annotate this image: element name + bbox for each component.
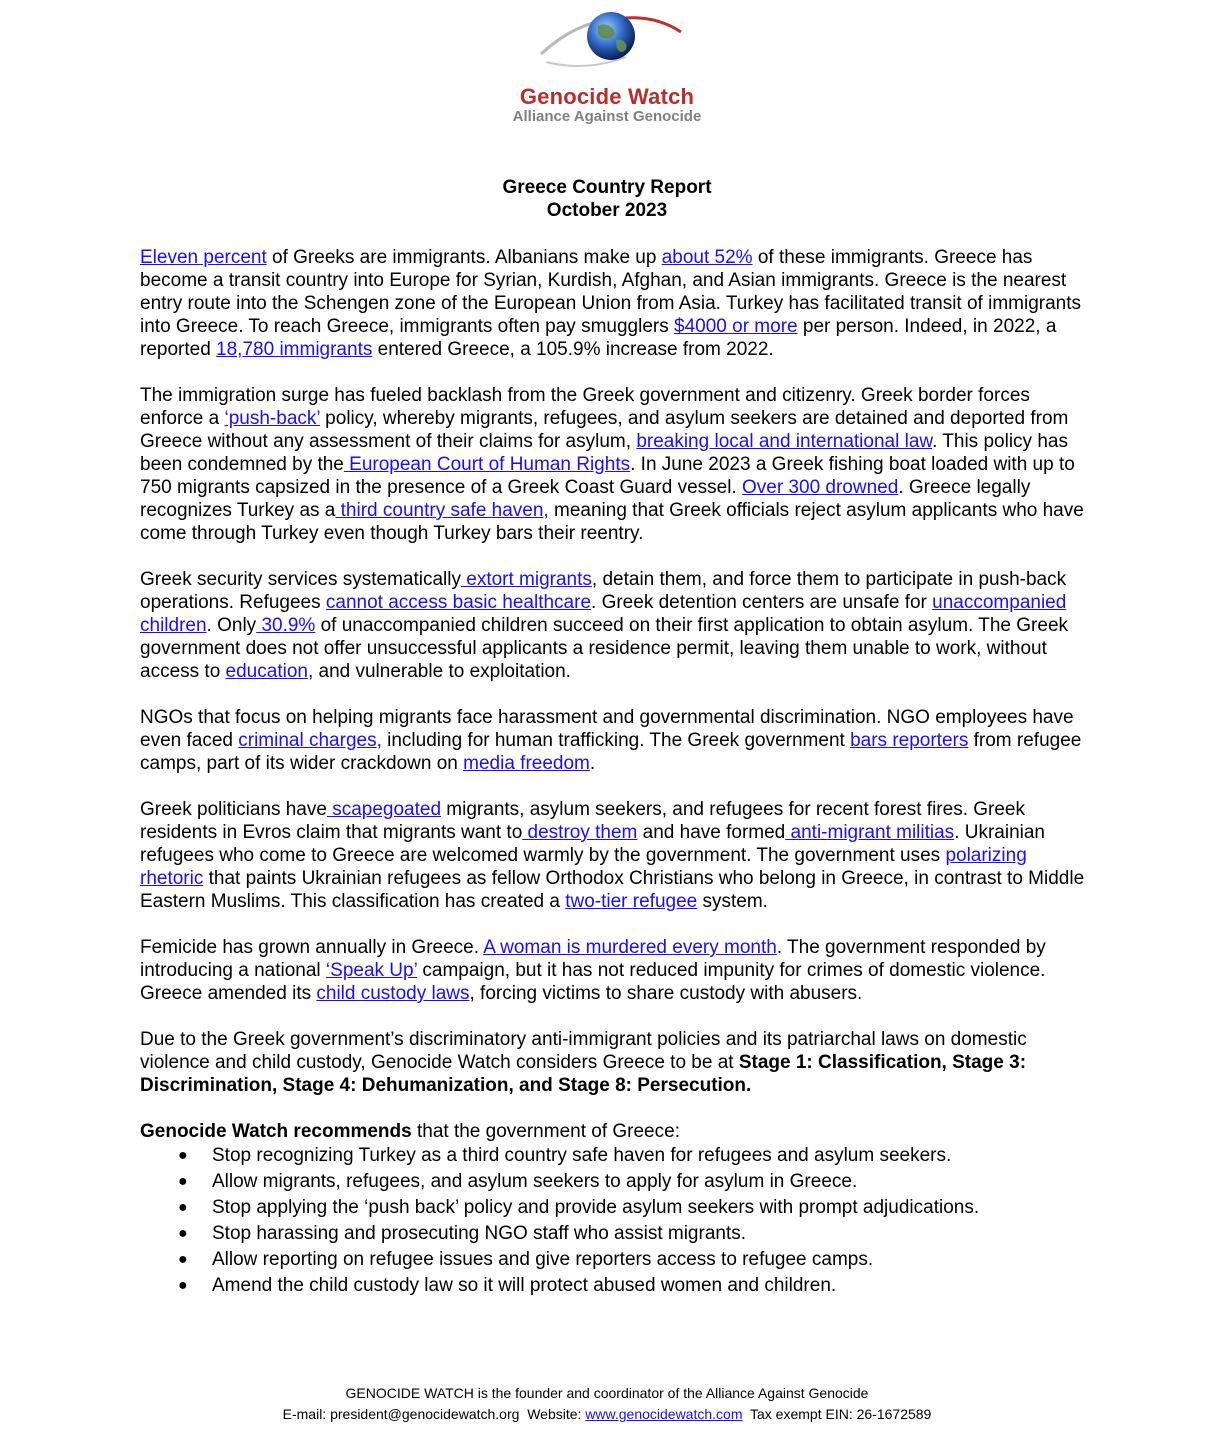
link-bars-reporters[interactable]: bars reporters bbox=[850, 730, 969, 751]
link-healthcare[interactable]: cannot access basic healthcare bbox=[325, 592, 592, 613]
bullet-icon: ● bbox=[178, 1147, 188, 1164]
link-unaccompanied-children[interactable]: unaccompanied children bbox=[140, 592, 1067, 636]
list-item bbox=[140, 1273, 1085, 1299]
list-item bbox=[140, 1143, 1085, 1169]
list-item bbox=[140, 1247, 1085, 1273]
report-title: Greece Country Report bbox=[502, 177, 712, 198]
text: . Ukrainian refugees who come to Greece are welcomed warmly by the government. The government uses bbox=[140, 822, 1046, 866]
link-anti-migrant-militias[interactable]: anti-migrant militias bbox=[785, 822, 955, 843]
paragraph-backlash bbox=[140, 384, 1085, 545]
text: entered Greece, a 105.9% increase from 2022. bbox=[372, 339, 774, 360]
stages-classification: Stage 1: Classification, Stage 3: Discrimination, Stage 4: Dehumanization, and Stage 8: Persecution. bbox=[140, 1052, 1027, 1096]
link-polarizing-rhetoric[interactable]: polarizing rhetoric bbox=[140, 845, 1027, 889]
footer-email: E-mail: president@genocidewatch.org Website: bbox=[282, 1406, 586, 1422]
text: . In June 2023 a Greek fishing boat loaded with up to 750 migrants capsized in the presence of a Greek Coast Guard vessel. bbox=[140, 454, 1075, 498]
link-education[interactable]: education bbox=[225, 661, 308, 682]
bullet-icon: ● bbox=[178, 1199, 188, 1216]
text: Due to the Greek government’s discriminatory anti-immigrant policies and its patriarchal laws on domestic violence and child custody, Genocide Watch considers Greece to be at bbox=[140, 1029, 1027, 1073]
text: , forcing victims to share custody with abusers. bbox=[469, 983, 863, 1004]
text: . This policy has been condemned by the bbox=[140, 431, 1068, 475]
paragraph-ngos bbox=[140, 706, 1085, 775]
link-about-52[interactable]: about 52% bbox=[661, 247, 753, 268]
link-child-custody-laws[interactable]: child custody laws bbox=[316, 983, 470, 1004]
bullet-icon: ● bbox=[178, 1225, 188, 1242]
text: Greek security services systematically bbox=[140, 569, 461, 590]
text: . bbox=[589, 753, 596, 774]
paragraph-femicide bbox=[140, 936, 1085, 1005]
text: policy, whereby migrants, refugees, and asylum seekers are detained and deported from Greece without any assessment of their claims for asylum, bbox=[140, 408, 1069, 452]
list-item-text: Stop recognizing Turkey as a third country safe haven for refugees and asylum seekers. bbox=[212, 1145, 952, 1166]
text: including for human trafficking. The Greek government bbox=[381, 730, 851, 751]
link-over-300-drowned[interactable]: Over 300 drowned bbox=[741, 477, 899, 498]
text: , and vulnerable to exploitation. bbox=[307, 661, 571, 682]
footer bbox=[0, 1383, 1214, 1425]
text: meaning that Greek officials reject asylum applicants who have come through Turkey even though Turkey bars their reentry. bbox=[140, 500, 1084, 544]
link-push-back[interactable]: ‘push-back’ bbox=[224, 408, 320, 429]
link-media-freedom[interactable]: media freedom bbox=[463, 753, 590, 774]
footer-line1: GENOCIDE WATCH is the founder and coordinator of the Alliance Against Genocide bbox=[345, 1385, 869, 1401]
text: per person. Indeed, in 2022, a reported bbox=[140, 316, 1057, 360]
footer-line2 bbox=[0, 1404, 1214, 1425]
org-name: Genocide Watch bbox=[519, 84, 695, 109]
report-body bbox=[140, 246, 1085, 1299]
text: of unaccompanied children succeed on their first application to obtain asylum. The Greek government does not offer unsuccessful applicants a residence permit, leaving them unable to work, without access to bbox=[140, 615, 1069, 682]
report-date: October 2023 bbox=[546, 200, 668, 221]
text: Greek politicians have bbox=[140, 799, 327, 820]
text: The immigration surge has fueled backlash from the Greek government and citizenry. Greek border forces enforce a bbox=[140, 385, 1030, 429]
list-item bbox=[140, 1169, 1085, 1195]
bullet-icon: ● bbox=[178, 1251, 188, 1268]
link-echr[interactable]: European Court of Human Rights bbox=[343, 454, 631, 475]
text: . Greece legally recognizes Turkey as a bbox=[140, 477, 1031, 521]
link-criminal-charges[interactable]: criminal charges, bbox=[238, 730, 382, 751]
link-4000[interactable]: $4000 or more bbox=[674, 316, 798, 337]
text: that the government of Greece: bbox=[411, 1121, 680, 1142]
link-third-country-safe-haven[interactable]: third country safe haven, bbox=[335, 500, 549, 521]
recommendations-bold: Genocide Watch recommends bbox=[140, 1121, 412, 1142]
text: . Greek detention centers are unsafe for bbox=[591, 592, 933, 613]
list-item-text: Stop harassing and prosecuting NGO staff who assist migrants. bbox=[212, 1223, 747, 1244]
text: system. bbox=[697, 891, 768, 912]
text: of Greeks are immigrants. Albanians make up bbox=[266, 247, 662, 268]
text: that paints Ukrainian refugees as fellow Orthodox Christians who belong in Greece, in contrast to Middle Eastern Muslims. This classification has created a bbox=[140, 868, 1085, 912]
paragraph-security-services bbox=[140, 568, 1085, 683]
text: from refugee camps, part of its wider crackdown on bbox=[140, 730, 1082, 774]
list-item-text: Allow reporting on refugee issues and give reporters access to refugee camps. bbox=[212, 1249, 874, 1270]
text: . Only bbox=[206, 615, 257, 636]
recommendations-list bbox=[140, 1143, 1085, 1299]
link-extort-migrants[interactable]: extort migrants bbox=[460, 569, 592, 590]
paragraph-politicians bbox=[140, 798, 1085, 913]
text: of these immigrants. Greece has become a transit country into Europe for Syrian, Kurdish, Afghan, and Asian immigrants. Greece is the nearest entry route into the Schengen zone of the European Union from Asia. Turkey has facilitated transit of immigrants into Greece. To reach Greece, immigrants often pay smugglers bbox=[140, 247, 1082, 337]
globe-eye-icon bbox=[536, 2, 686, 82]
org-tagline: Alliance Against Genocide bbox=[512, 108, 702, 125]
report-heading bbox=[0, 176, 1214, 222]
text: and have formed bbox=[637, 822, 786, 843]
bullet-icon: ● bbox=[178, 1277, 188, 1294]
footer-website-link[interactable]: www.genocidewatch.com bbox=[585, 1406, 743, 1422]
link-speak-up[interactable]: ‘Speak Up’ bbox=[325, 960, 418, 981]
recommendations-lead bbox=[140, 1120, 1085, 1143]
link-two-tier-refugee[interactable]: two-tier refugee bbox=[565, 891, 698, 912]
list-item-text: Stop applying the ‘push back’ policy and provide asylum seekers with prompt adjudications. bbox=[212, 1197, 980, 1218]
text: Femicide has grown annually in Greece. bbox=[140, 937, 484, 958]
link-eleven-percent[interactable]: Eleven percent bbox=[140, 247, 267, 268]
footer-tax-ein: Tax exempt EIN: 26-1672589 bbox=[742, 1406, 932, 1422]
list-item-text: Allow migrants, refugees, and asylum seekers to apply for asylum in Greece. bbox=[212, 1171, 858, 1192]
link-scapegoated[interactable]: scapegoated bbox=[326, 799, 442, 820]
text: NGOs that focus on helping migrants face harassment and governmental discrimination. NGO employees have even faced bbox=[140, 707, 1074, 751]
text: , detain them, and force them to participate in push-back operations. Refugees bbox=[140, 569, 1067, 613]
paragraph-stages bbox=[140, 1028, 1085, 1097]
bullet-icon: ● bbox=[178, 1173, 188, 1190]
list-item-text: Amend the child custody law so it will protect abused women and children. bbox=[212, 1275, 837, 1296]
paragraph-immigration bbox=[140, 246, 1085, 361]
text: migrants, asylum seekers, and refugees for recent forest fires. Greek residents in Evros claim that migrants want to bbox=[140, 799, 1025, 843]
text: campaign, but it has not reduced impunity for crimes of domestic violence. Greece amended its bbox=[140, 960, 1046, 1004]
link-18780-immigrants[interactable]: 18,780 immigrants bbox=[216, 339, 373, 360]
link-30-9-percent[interactable]: 30.9% bbox=[256, 615, 316, 636]
link-destroy-them[interactable]: destroy them bbox=[522, 822, 638, 843]
list-item bbox=[140, 1195, 1085, 1221]
list-item bbox=[140, 1221, 1085, 1247]
link-woman-murdered[interactable]: A woman is murdered every month bbox=[483, 937, 777, 958]
link-breaking-law[interactable]: breaking local and international law bbox=[636, 431, 933, 452]
text: . The government responded by introducing a national bbox=[140, 937, 1046, 981]
